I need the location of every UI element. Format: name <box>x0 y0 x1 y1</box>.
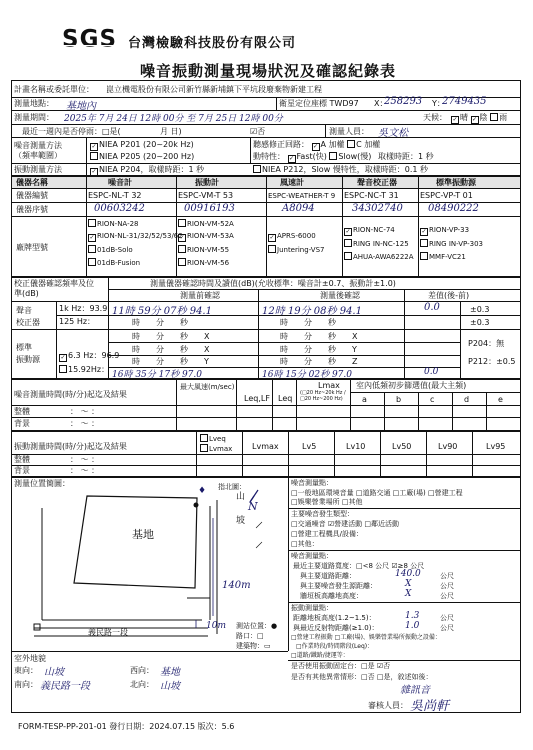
response-row: 動特性： ✓ Fast(快) Slow(慢) 取樣時距：1 秒 <box>253 152 434 163</box>
model-juntering: Juntering-VS7 <box>268 245 325 255</box>
plan-value: 崑立機電股份有限公司新竹縣新埔鎮下平坑段廢棄物新建工程 <box>106 85 322 94</box>
inst-head-wind: 風速計 <box>280 178 304 187</box>
calib-diff-1: 0.0 <box>424 302 440 313</box>
noise-p201-check[interactable] <box>90 143 98 151</box>
calib-sound-label-2: 校正器 <box>16 318 40 327</box>
vib-opt-lveq: Lveq <box>200 434 226 444</box>
noise-col-e: e <box>498 395 503 404</box>
site-name: 基地 <box>132 528 154 541</box>
noise-method-label: 噪音測量方法 <box>14 141 62 150</box>
pos-line-2: 與主要道路距離： <box>300 572 356 580</box>
calib-after-1: 12時 19分 08秒 94.1 <box>262 306 362 317</box>
pos-line-1: 最近主要道路寬度：□<8 公尺 ☑≥8 公尺 <box>293 562 425 570</box>
building-outline <box>74 496 197 588</box>
period-label: 測量期間： <box>14 113 54 122</box>
distance2-label: 10m <box>206 621 226 631</box>
south-label: 南向： <box>14 680 38 689</box>
calib-note-p204: P204：無 <box>468 339 505 348</box>
pos-line-2-unit: 公尺 <box>440 572 454 580</box>
calib-after-2c-units: 時 分 秒 Z <box>280 357 358 366</box>
calib-after-1b-units: 時 分 秒 <box>280 318 336 327</box>
model-vm56: RION-VM-56 <box>178 258 229 268</box>
noise-time-label: 噪音測量時間(時/分)起迄及結果 <box>14 390 127 399</box>
north-label: 指北圖： <box>218 483 246 491</box>
calib-head-diff: 差值(後-前) <box>428 291 470 300</box>
vib-pos-line-1: 距離地板高度(1.2~1.5)： <box>293 614 376 622</box>
calib-head-main: 測量儀器確認時間及讀值(dB)(允收標準：噪音計±0.7、振動計±1.0) <box>150 279 396 288</box>
vib-pos-line-3: □營建工程振動 □工廠(場)、娛樂營業場所振動之設備： <box>291 634 441 641</box>
fast-check[interactable] <box>288 155 296 163</box>
calib-sound-label: 聲音 <box>16 306 32 315</box>
vib-method-label: 振動測量方法 <box>14 165 62 174</box>
vib-pos-line-1-unit: 公尺 <box>440 614 454 622</box>
calib-vfreq-6: ✓ 6.3 Hz：96.9 <box>59 351 119 362</box>
model-vm52a: RION-VM-52A <box>178 219 234 229</box>
noise-row-overall-time: ： ～ ： <box>70 407 100 416</box>
model-fusion: 01dB-Fusion <box>88 258 140 268</box>
coord-label: 衛星定位座標 TWD97 <box>279 99 359 108</box>
vib-col-lvmax: Lvmax <box>252 442 279 451</box>
inst-number-vib: ESPC-VM-T 53 <box>178 191 234 200</box>
company-name: 台灣檢驗科技股份有限公司 <box>128 36 297 51</box>
pos-line-3-unit: 公尺 <box>440 582 454 590</box>
pos-line-4-unit: 公尺 <box>440 592 454 600</box>
model-solo: 01dB-Solo <box>88 245 133 255</box>
north-arrow-icon <box>247 490 258 513</box>
inst-serial-vibsrc: 08490222 <box>428 203 479 214</box>
calib-freq-1k: 1k Hz：93.9 <box>59 304 108 313</box>
noise-row-bg: 背景 <box>14 419 30 428</box>
vib-row-overall-time: ： ～ ： <box>70 455 100 464</box>
calib-after-2b-units: 時 分 秒 Y <box>280 345 357 354</box>
model-nc125: RING IN-NC-125 <box>344 239 409 249</box>
inst-head-vibsrc: 標準振動源 <box>436 178 476 187</box>
rel-line-1: 是否使用振動固定台：□是 ☑否 <box>291 662 391 670</box>
noise-leq-lf: Leq,LF <box>244 394 270 403</box>
intersection-marker <box>34 624 40 630</box>
model-awa6222a: AHUA-AWA6222A <box>344 252 414 262</box>
vib-col-lv5: Lv5 <box>302 442 317 451</box>
x-value: 258293 <box>384 96 423 107</box>
calib-before-2c-units: 時 分 秒 Y <box>132 357 209 366</box>
calib-vib-label: 標準 <box>16 343 32 352</box>
vib-col-lv50: Lv50 <box>392 442 412 451</box>
source-line-2: □營建工程機具/設備： <box>291 530 363 538</box>
env-title: 噪音測量點： <box>291 479 333 487</box>
rain-label: 最近一週內是否停雨：□是( <box>22 127 121 136</box>
west-label: 西向： <box>130 666 154 675</box>
period-value: 2025年 7月 24日 12時 00分 至 7月 25日 12時 00分 <box>64 114 283 124</box>
reviewer-signature: 吳尚軒 <box>410 699 450 714</box>
vib-pos-line-2: 與最近反射物距離(≥1.0)： <box>293 624 379 632</box>
pos-line-3: 與主要噪音發生源距離： <box>300 582 377 590</box>
north-dir-value: 山坡 <box>160 681 180 692</box>
vib-row-bg: 背景 <box>14 466 30 475</box>
sgs-logo-text: SGS <box>62 25 118 53</box>
inst-number-wind: ESPC-WEATHER-T 9 <box>268 192 336 200</box>
model-vm55: RION-VM-55 <box>178 245 229 255</box>
vib-pos-line-1-value: 1.3 <box>405 611 420 621</box>
east-value: 山坡 <box>44 667 64 678</box>
env-line-2: □娛樂營業場所 □其他 <box>291 498 363 506</box>
model-vp303: RING IN-VP-303 <box>420 239 483 249</box>
calib-after-2a-units: 時 分 秒 X <box>280 332 358 341</box>
vib-pos-line-4: □作業時段/時間階段(Leq)： <box>296 643 374 650</box>
calib-label-2: 準(dB) <box>14 289 39 298</box>
noise-lmax-sub: (□20 Hz~20k Hz / □20 Hz~200 Hz) <box>300 390 346 402</box>
outdoor-title: 室外地貌 <box>14 654 46 663</box>
noise-leq: Leq <box>278 394 293 403</box>
road-label: 義民路一段 <box>88 628 128 637</box>
noise-lmax: Lmax <box>318 381 340 390</box>
calib-head-after: 測量後確認 <box>320 291 360 300</box>
sgs-logo <box>62 26 120 54</box>
a-weight-check[interactable] <box>312 143 320 151</box>
inst-number-noise: ESPC-NL-T 32 <box>88 191 142 200</box>
inst-serial-calib: 34302740 <box>352 203 403 214</box>
vib-pos-line-2-unit: 公尺 <box>440 624 454 632</box>
slow-check[interactable] <box>329 152 337 160</box>
weather-sunny-check[interactable] <box>451 116 459 124</box>
model-na28: RION-NA-28 <box>88 219 139 229</box>
east-label: 東向： <box>14 666 38 675</box>
rain-no: ☑否 <box>250 127 266 136</box>
inst-serial-vib: 00916193 <box>184 203 235 214</box>
weather-cloudy-check[interactable] <box>471 116 479 124</box>
station-marker <box>194 503 199 508</box>
calib-note-p212: P212：±0.5 <box>468 357 516 366</box>
reviewer-label: 審核人員： <box>368 701 408 710</box>
inst-number-vibsrc: ESPC-VP-T 01 <box>420 191 473 200</box>
c-weight-check[interactable] <box>347 140 355 148</box>
vib-col-lv10: Lv10 <box>346 442 366 451</box>
calib-before-1b-units: 時 分 秒 <box>132 318 188 327</box>
weather-label: 天候： <box>423 113 447 122</box>
calib-vfreq-15: 15.92Hz： <box>59 365 109 375</box>
calib-head-before: 測量前確認 <box>180 291 220 300</box>
noise-freq-label: 室內低頻初步篩選值(最大主頻) <box>356 381 467 390</box>
noise-wind-label: 最大風速(m/sec) <box>180 383 235 391</box>
person-label: 測量人員： <box>329 127 369 136</box>
vib-opt-p204: ✓ NIEA P204，取樣時距：1 秒 <box>90 165 204 176</box>
pos-title: 噪音測量點： <box>291 552 333 560</box>
weather-rain-check[interactable] <box>490 113 498 121</box>
y-label: Y： <box>432 99 445 108</box>
slope-label: 坡 <box>236 516 246 526</box>
vib-pos-line-2-value: 1.0 <box>405 621 420 631</box>
inst-serial-wind: A8094 <box>282 203 315 214</box>
model-aprs: ✓APRS-6000 <box>268 232 316 242</box>
calib-before-2: 16時 35分 17秒 97.0 <box>112 370 202 380</box>
vib-col-lv90: Lv90 <box>438 442 458 451</box>
vib-pos-title: 振動測量點： <box>291 604 333 612</box>
calib-tol-1: ±0.3 <box>470 305 490 314</box>
calib-before-2b-units: 時 分 秒 X <box>132 345 210 354</box>
inst-model-label: 廠牌型號 <box>16 243 48 252</box>
model-nc74: ✓RION-NC-74 <box>344 226 395 236</box>
model-nl31: ✓RION-NL-31/32/52/53/62 <box>88 232 183 242</box>
noise-p205-check[interactable] <box>90 152 98 160</box>
noise-row-bg-time: ： ～ ： <box>70 419 100 428</box>
noise-row-overall: 整體 <box>14 407 30 416</box>
person-value: 吳文松 <box>378 128 408 139</box>
calib-before-2a-units: 時 分 秒 X <box>132 332 210 341</box>
noise-col-b: b <box>396 395 402 404</box>
vib-row-overall: 整體 <box>14 455 30 464</box>
inst-serial-label: 儀器序號 <box>16 205 48 214</box>
station-label: ♦ <box>198 486 207 496</box>
inst-head-vib: 振動計 <box>195 178 219 187</box>
weather-options: ✓ 晴 ✓ 陰 雨 <box>451 113 507 124</box>
model-vm53a: ✓RION-VM-53A <box>178 232 234 242</box>
form-title: 噪音振動測量現場狀況及確認紀錄表 <box>140 62 397 80</box>
pos-line-3-value: X <box>405 579 412 589</box>
x-label: X： <box>374 99 388 108</box>
calib-tol-2: ±0.3 <box>470 318 490 327</box>
rel-line-2-value: 雜訊音 <box>400 685 430 696</box>
noise-col-c: c <box>430 395 435 404</box>
inst-head-noise: 噪音計 <box>108 178 132 187</box>
calib-vib-label-2: 振動源 <box>16 355 40 364</box>
mountain-label: 山 <box>236 492 246 502</box>
source-title: 主要噪音發生類型： <box>291 510 354 518</box>
model-vc21: MMF-VC21 <box>420 252 466 262</box>
legend-intersection: 路口：□ <box>236 632 264 640</box>
distance-label: 140m <box>222 580 251 591</box>
inst-head-calib: 聲音校正器 <box>357 178 397 187</box>
inst-serial-noise: 00603242 <box>94 203 145 214</box>
source-line-3: □其他： <box>291 540 319 548</box>
env-line-1: □一般地區環境音量 □道路交通 □工廠(場) □營建工程 <box>291 489 463 497</box>
legend-station: 測站位置：● <box>236 622 278 630</box>
noise-col-d: d <box>464 395 470 404</box>
vib-row-bg-time: ： ～ ： <box>70 466 100 475</box>
source-line-1: □交通噪音 ☑營建活動 □鄰近活動 <box>291 520 399 528</box>
rain-date: 月 日) <box>160 127 182 136</box>
svg-text:N: N <box>248 500 258 513</box>
north-dir-label: 北向： <box>130 680 154 689</box>
pos-line-4-value: X <box>405 589 412 599</box>
vib-opt-p212: NIEA P212，Slow 慢特性，取樣時距：0.1 秒 <box>253 165 428 175</box>
calib-label-1: 校正儀器確認頻率及位 <box>14 279 94 288</box>
noise-opt-p205: NIEA P205 (20~200 Hz) <box>90 152 194 162</box>
calib-freq-125: 125 Hz： <box>59 317 96 326</box>
noise-col-a: a <box>362 395 367 404</box>
vib-col-lv95: Lv95 <box>486 442 506 451</box>
y-value: 2749435 <box>442 96 487 107</box>
vib-p212-check[interactable] <box>253 165 261 173</box>
diagram-label: 測量位置簡圖： <box>14 479 70 488</box>
inst-number-calib: ESPC-NC-T 31 <box>344 191 399 200</box>
noise-opt-p201: ✓NIEA P201 (20~20k Hz) <box>90 140 194 151</box>
legend-building: 建築物：▭ <box>236 642 271 650</box>
weighting-row: 聽感修正回路： ✓ A 加權 C 加權 <box>253 140 380 151</box>
form-footer: FORM-TESP-PP-201-01 發行日期：2024.07.15 版次：5.6 <box>18 722 235 731</box>
calib-before-1: 11時 59分 07秒 94.1 <box>112 306 212 317</box>
pos-line-2-value: 140.0 <box>395 569 421 579</box>
calib-after-2: 16時 15分 02秒 97.0 <box>262 370 352 380</box>
noise-method-freq: （頻率範圍） <box>14 151 62 160</box>
vib-pos-line-5: □道路/鐵路/捷運等： <box>291 652 349 659</box>
calib-diff-2: 0.0 <box>424 367 439 377</box>
site-value: 基地內 <box>66 101 96 112</box>
west-value: 基地 <box>160 667 180 678</box>
vib-time-label: 振動測量時間(時/分)起迄及結果 <box>14 442 127 451</box>
plan-label: 計畫名稱或委託單位： <box>14 85 94 94</box>
inst-head-name: 儀器名稱 <box>16 178 48 187</box>
rel-line-2: 是否有其他異常情形：□否 □是，敘述如後： <box>291 673 433 681</box>
south-value: 義民路一段 <box>40 681 90 692</box>
site-label: 測量地點： <box>14 99 54 108</box>
model-vp33: ✓RION-VP-33 <box>420 226 469 236</box>
inst-number-label: 儀器編號 <box>16 191 48 200</box>
pos-line-4: 牆垣板高離地高度： <box>300 592 363 600</box>
vib-opt-lvmax: Lvmax <box>200 444 232 454</box>
